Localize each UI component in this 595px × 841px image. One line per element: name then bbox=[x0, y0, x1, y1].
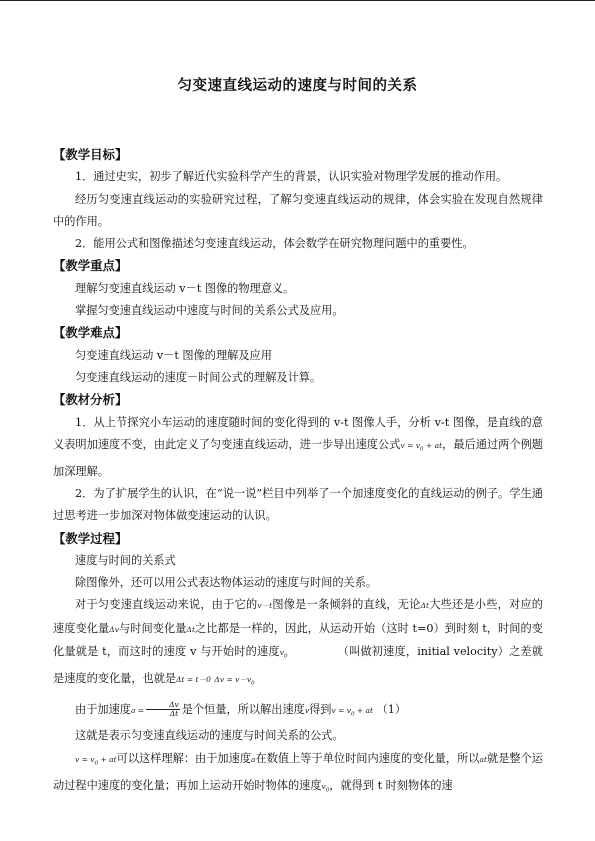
analysis-text-a: 1．从上节探究小车运动的速度随时间的变化得到的 v-t 图像人手，分析 v-t 图像，是直线的意义表明加速度不变，由此定义了匀变速直线运动，进一步导出速度公式 bbox=[53, 415, 543, 451]
delta-v-symbol: Δv bbox=[109, 624, 119, 634]
top-border bbox=[0, 0, 595, 1]
goals-paragraph-1: 1．通过史实，初步了解近代实验科学产生的背景，认识实验对物理学发展的推动作用。 bbox=[75, 170, 508, 184]
goals-paragraph-2: 经历匀变速直线运动的实验研究过程，了解匀变速直线运动的规律，体会实验在发现自然规律中的作用。 bbox=[53, 192, 543, 228]
analysis-text-b: ，最后通过两个例题加深理解。 bbox=[53, 437, 543, 478]
key-points-paragraph-1: 理解匀变速直线运动 v－t 图像的物理意义。 bbox=[75, 281, 295, 295]
analysis-paragraph-1 bbox=[53, 412, 543, 483]
acceleration-symbol: a bbox=[251, 754, 256, 764]
delta-t-symbol: Δt bbox=[420, 601, 429, 611]
vt-symbol: v－t bbox=[257, 601, 273, 611]
process-subheading: 速度与时间的关系式 bbox=[75, 553, 176, 567]
goals-paragraph-3: 2．能用公式和图像描述匀变速直线运动，体会数学在研究物理问题中的重要性。 bbox=[75, 237, 474, 251]
delta-v-equation: $\Delta v = v-v_0$ bbox=[214, 674, 255, 687]
equation-number: （1） bbox=[376, 702, 407, 716]
heading-teaching-goals: 【教学目标】 bbox=[53, 147, 128, 162]
document-body bbox=[53, 144, 543, 801]
analysis-paragraph-2: 2．为了扩展学生的认识，在“说一说”栏目中列举了一个加速度变化的直线运动的例子。学生通过思考进一步加深对物体做变速运动的认识。 bbox=[53, 486, 543, 523]
delta-t-symbol-2: Δt bbox=[186, 624, 195, 634]
delta-v-over-delta-t-fraction: $\frac{\Delta v}{\Delta t}$ bbox=[146, 701, 180, 718]
process-paragraph-4: 这就是表示匀变速直线运动的速度与时间关系的公式。 bbox=[75, 729, 344, 743]
difficulties-paragraph-2: 匀变速直线运动的速度－时间公式的理解及计算。 bbox=[75, 370, 322, 384]
velocity-time-formula: $v = v_0$ + at bbox=[331, 705, 374, 718]
process-paragraph-1: 除图像外，还可以用公式表达物体运动的速度与时间的关系。 bbox=[75, 576, 378, 590]
heading-key-points: 【教学重点】 bbox=[53, 258, 128, 274]
process-paragraph-2: 对于匀变速直线运动来说，由于它的v－t图像是一条倾斜的直线，无论Δt大些还是小些，对应的速度变化量Δv与时间变化量Δt之比都是一样的，因此，从运动开始（这时 t=0）到时刻 t，时间的变化量就是 t，而这时的速度 v 与开始时的速度$v_0$ （叫做初速度，initial velocity）之差就是速度的变化量，也就是Δt = t－0 $\Delta v = v-v_0$ bbox=[53, 598, 543, 687]
delta-t-equation: Δt = t－0 bbox=[176, 674, 211, 684]
key-points-paragraph-2: 掌握匀变速直线运动中速度与时间的关系公式及应用。 bbox=[75, 304, 344, 318]
at-symbol: at bbox=[479, 754, 487, 764]
acceleration-definition: a = bbox=[130, 705, 145, 715]
page-title: 匀变速直线运动的速度与时间的关系 bbox=[177, 78, 418, 94]
heading-material-analysis: 【教材分析】 bbox=[53, 392, 128, 408]
velocity-symbol: v bbox=[304, 705, 310, 715]
heading-difficulties: 【教学难点】 bbox=[53, 325, 128, 341]
heading-teaching-process: 【教学过程】 bbox=[53, 530, 128, 546]
process-paragraph-3: 由于加速度a = $\frac{\Delta v}{\Delta t}$ 是个恒量，所以解出速度v得到$v = v_0$ + at （1） bbox=[75, 700, 407, 719]
difficulties-paragraph-1: 匀变速直线运动 v－t 图像的理解及应用 bbox=[75, 348, 272, 362]
process-paragraph-5: $v = v_0$ + at可以这样理解：由于加速度a在数值上等于单位时间内速度的变化量，所以at就是整个运动过程中速度的变化量；再加上运动开始时物体的速度$v_0$，就得到 t 时刻物体的速 bbox=[53, 751, 543, 794]
initial-velocity-symbol: $v_0$ bbox=[279, 648, 288, 660]
velocity-formula: $v = v_0$ + at bbox=[400, 440, 443, 453]
initial-velocity-symbol-2: $v_0$ bbox=[321, 781, 330, 794]
velocity-time-formula-2: $v = v_0$ + at bbox=[75, 754, 117, 767]
